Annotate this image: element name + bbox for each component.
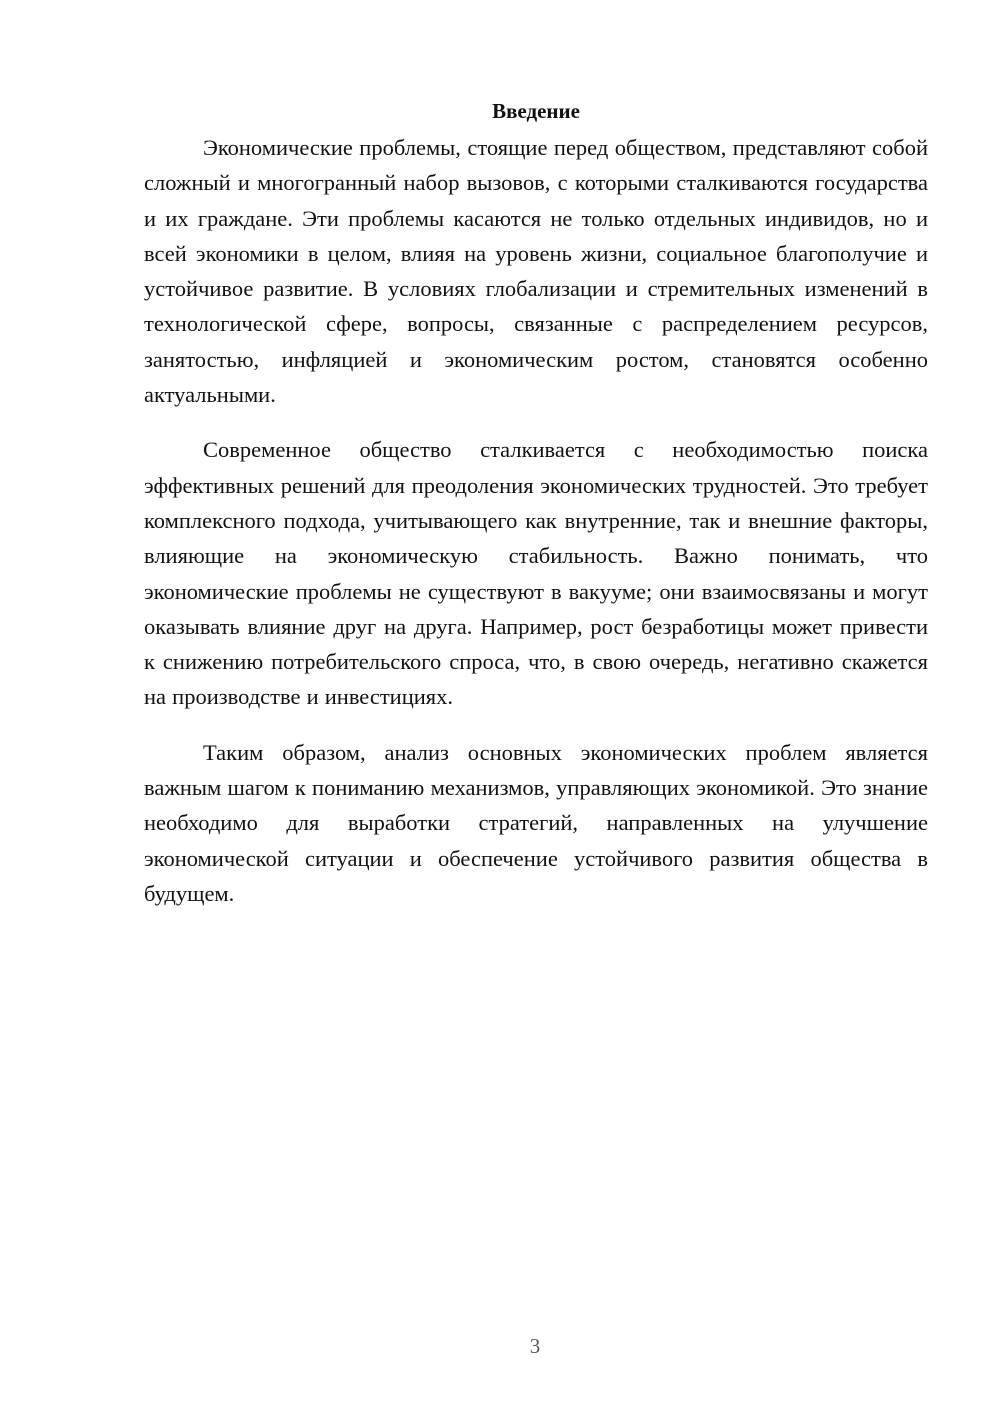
paragraph-3: Таким образом, анализ основных экономических проблем является важным шагом к пониманию механизмов, управляющих экономикой. Это знание необходимо для выработки стратегий, направленных на улучшение экономической ситуации и обеспечение устойчивого развития общества в будущем. [144,739,928,906]
page-content [144,96,928,911]
page-number: 3 [529,1334,541,1358]
paragraph-2: Современное общество сталкивается с необходимостью поиска эффективных решений для преодоления экономических трудностей. Это требует комплексного подхода, учитывающего как внутренние, так и внешние факторы, влияющие на экономическую стабильность. Важно понимать, что экономические проблемы не существуют в вакууме; они взаимосвязаны и могут оказывать влияние друг на друга. Например, рост безработицы может привести к снижению потребительского спроса, что, в свою очередь, негативно скажется на производстве и инвестициях. [144,437,928,710]
section-heading: Введение [492,99,580,123]
paragraph-1: Экономические проблемы, стоящие перед обществом, представляют собой сложный и многогранный набор вызовов, с которыми сталкиваются государства и их граждане. Эти проблемы касаются не только отдельных индивидов, но и всей экономики в целом, влияя на уровень жизни, социальное благополучие и устойчивое развитие. В условиях глобализации и стремительных изменений в технологической сфере, вопросы, связанные с распределением ресурсов, занятостью, инфляцией и экономическим ростом, становятся особенно актуальными. [144,135,928,408]
